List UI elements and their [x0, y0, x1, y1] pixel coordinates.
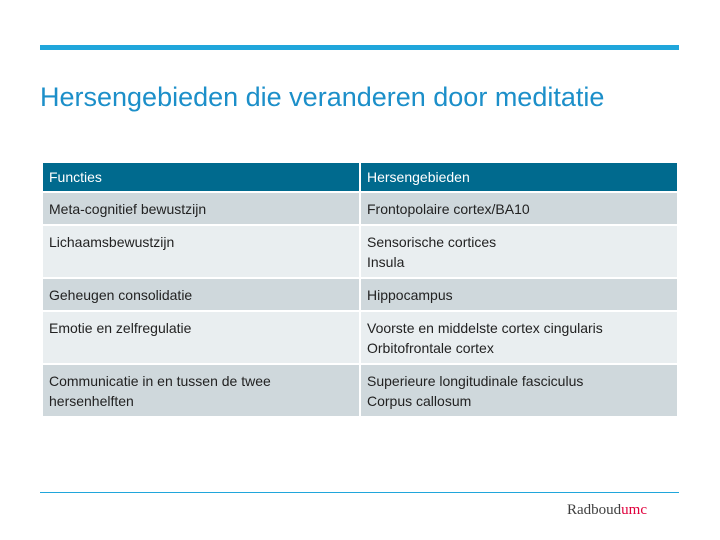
- cell-function: Emotie en zelfregulatie: [43, 312, 361, 365]
- logo-accent-text: umc: [621, 502, 647, 518]
- cell-brain-area: Voorste en middelste cortex cingularis Orbitofrontale cortex: [361, 312, 679, 365]
- table-header-row: [43, 163, 679, 193]
- slide-title: Hersengebieden die veranderen door meditatie: [40, 82, 605, 112]
- table-row: [43, 312, 679, 365]
- bottom-divider: [40, 492, 679, 493]
- cell-brain-area: Frontopolaire cortex/BA10: [361, 193, 679, 226]
- cell-function: Geheugen consolidatie: [43, 279, 361, 312]
- table-row: [43, 193, 679, 226]
- table-row: [43, 365, 679, 418]
- radboudumc-logo: [567, 502, 647, 519]
- top-divider: [40, 45, 679, 50]
- header-hersengebieden: Hersengebieden: [361, 163, 679, 193]
- logo-main-text: Radboud: [567, 502, 622, 518]
- cell-function: Meta-cognitief bewustzijn: [43, 193, 361, 226]
- table-row: [43, 226, 679, 279]
- cell-brain-area: Sensorische cortices Insula: [361, 226, 679, 279]
- cell-function: Communicatie in en tussen de twee hersenhelften: [43, 365, 361, 418]
- cell-brain-area: Hippocampus: [361, 279, 679, 312]
- header-functies: Functies: [43, 163, 361, 193]
- cell-function: Lichaamsbewustzijn: [43, 226, 361, 279]
- table-row: [43, 279, 679, 312]
- brain-areas-table: [43, 163, 679, 418]
- cell-brain-area: Superieure longitudinale fasciculus Corpus callosum: [361, 365, 679, 418]
